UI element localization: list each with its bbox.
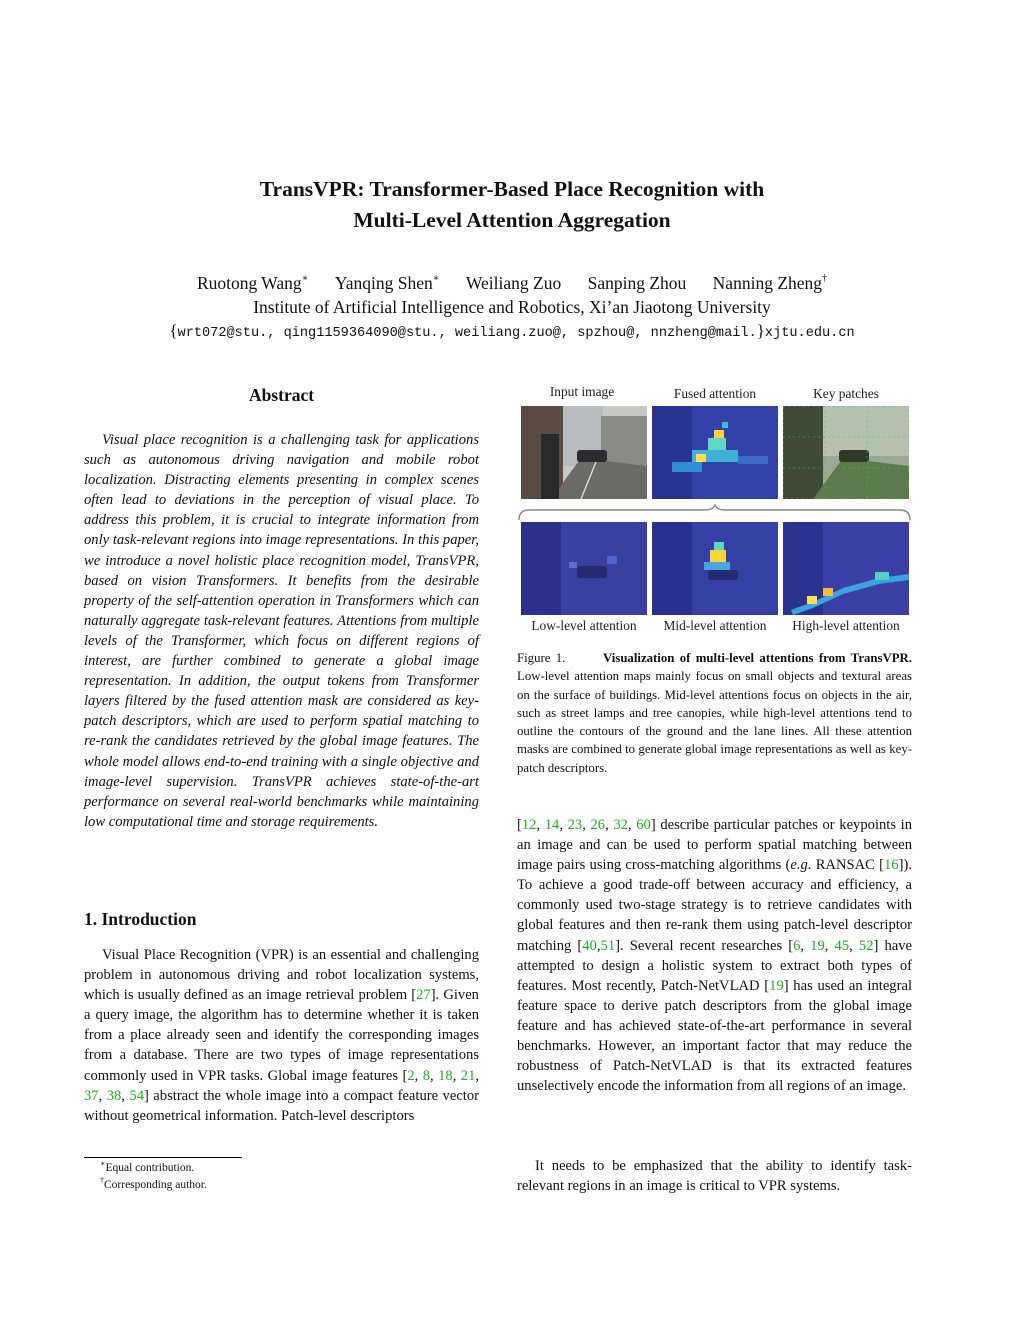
author-5: Nanning Zheng† [712, 273, 828, 293]
label-low-level-attention: Low-level attention [531, 618, 637, 633]
author-1: Ruotong Wang∗ [196, 273, 309, 293]
title-line-1: TransVPR: Transformer-Based Place Recognition with [259, 177, 765, 201]
abstract-heading: Abstract [248, 385, 315, 405]
intro-paragraph-1: Visual Place Recognition (VPR) is an essential and challenging problem in autonomous driving and robot localization systems, which is usually defined as an image retrieval problem [27]. Given a query image, the algorithm has to determine whether it is taken from a place already seen and identify the corresponding images from a database. There are two types of image representations commonly used in VPR tasks. Global image features [2, 8, 18, 21, 37, 38, 54] abstract the whole image into a compact feature vector without geometrical information. Patch-level descriptors [84, 947, 480, 1124]
citation[interactable]: 14 [544, 817, 560, 833]
author-list [0, 271, 1024, 295]
high-level-attention-map [783, 522, 909, 615]
footnote-rule [84, 1157, 242, 1158]
label-fused-attention: Fused attention [673, 386, 757, 401]
figure-1-caption: Figure 1. Visualization of multi-level attentions from TransVPR. Low-level attention maps mainly focus on small objects and textural areas on the surface of buildings. Mid-level attentions focus on objects in the air, such as street lamps and tree canopies, while high-level attentions tend to outline the contours of the ground and the lane lines. All these attention masks are combined to generate global image representations as well as key-patch descriptors. [517, 651, 912, 775]
input-image [521, 406, 647, 499]
citation[interactable]: 12 [521, 817, 537, 833]
citation[interactable]: 40 [582, 937, 597, 954]
author-4: Sanping Zhou [587, 273, 687, 293]
low-level-attention-map [521, 522, 647, 615]
label-input-image: Input image [549, 384, 615, 399]
citation[interactable]: 23 [567, 817, 583, 833]
citation[interactable]: 37 [84, 1087, 99, 1104]
citation[interactable]: 19 [769, 977, 784, 994]
citation[interactable]: 32 [613, 817, 628, 833]
citation[interactable]: 18 [438, 1067, 453, 1084]
label-high-level-attention: High-level attention [792, 618, 900, 633]
citation[interactable]: 19 [810, 937, 825, 954]
footnote-1: ∗Equal contribution. [100, 1159, 195, 1174]
key-patches-image [783, 406, 909, 499]
title-line-2: Multi-Level Attention Aggregation [353, 208, 671, 232]
footnote-2: †Corresponding author. [100, 1176, 207, 1191]
brace-connector [517, 504, 912, 522]
footnotes [84, 1160, 207, 1194]
right-column-paragraph-1: [12, 14, 23, 26, 32, 60] describe particular patches or keypoints in an image and can be used to perform spatial matching between image pairs using cross-matching algorithms (e.g. RANSAC [16]). To achieve a good trade-off between accuracy and efficiency, a commonly used two-stage strategy is to retrieve candidates with global features and then re-rank them using patch-level descriptor matching [40,51]. Several recent researches [6, 19, 45, 52] have attempted to design a holistic system to extract both types of features. Most recently, Patch-NetVLAD [19] has used an integral feature space to derive patch descriptors from the global image feature and has achieved state-of-the-art performance in several benchmarks. However, an important factor that may reduce the robustness of Patch-NetVLAD is that its extracted features unselectively encode the information from all regions of an image. [517, 817, 913, 1095]
affiliation: Institute of Artificial Intelligence and Robotics, Xi’an Jiaotong University [253, 297, 771, 317]
citation[interactable]: 51 [600, 937, 616, 954]
author-2: Yanqing Shen∗ [334, 273, 440, 293]
fused-attention-map [652, 406, 778, 499]
right-column-paragraph-2: It needs to be emphasized that the ability to identify task-relevant regions in an image is critical to VPR systems. [517, 1158, 912, 1195]
citation[interactable]: 27 [416, 987, 431, 1004]
citation[interactable]: 38 [106, 1087, 122, 1104]
figure-1 [517, 384, 912, 636]
abstract-text: Visual place recognition is a challenging task for applications such as autonomous driving navigation and mobile robot localization. Distracting elements presenting in complex scenes often lead to deviations in the perception of visual place. To address this problem, it is crucial to integrate information from only task-relevant regions into image representations. In this paper, we introduce a novel holistic place recognition model, TransVPR, based on vision Transformers. It benefits from the desirable property of the self-attention operation in Transformers which can naturally aggregate task-relevant features. Attentions from multiple levels of the Transformer, which focus on different regions of interest, are further combined to generate a global image representation. In addition, the output tokens from Transformer layers filtered by the fused attention mask are considered as key-patch descriptors, which are used to perform spatial matching to re-rank the candidates retrieved by the global image features. The whole model allows end-to-end training with a single objective and image-level supervision. TransVPR achieves state-of-the-art performance on several real-world benchmarks while maintaining low computational time and storage requirements. [84, 432, 479, 830]
author-3: Weiliang Zuo [465, 273, 562, 293]
label-mid-level-attention: Mid-level attention [663, 618, 767, 633]
citation[interactable]: 54 [129, 1087, 144, 1104]
citation[interactable]: 16 [884, 857, 899, 874]
citation[interactable]: 21 [460, 1067, 476, 1084]
mid-level-attention-map [652, 522, 778, 615]
citation[interactable]: 8 [422, 1067, 431, 1084]
citation[interactable]: 26 [590, 817, 606, 833]
citation[interactable]: 6 [793, 937, 801, 954]
citation[interactable]: 52 [858, 937, 874, 954]
citation[interactable]: 45 [834, 937, 850, 954]
citation[interactable]: 2 [407, 1067, 415, 1084]
paper-title [0, 174, 1024, 236]
section-heading-introduction: 1. Introduction [84, 909, 197, 929]
citation[interactable]: 60 [636, 817, 651, 833]
label-key-patches: Key patches [813, 386, 879, 401]
author-emails: {wrt072@stu., qing1159364090@stu., weiliang.zuo@, spzhou@, nnzheng@mail.}xjtu.edu.cn [169, 321, 855, 341]
